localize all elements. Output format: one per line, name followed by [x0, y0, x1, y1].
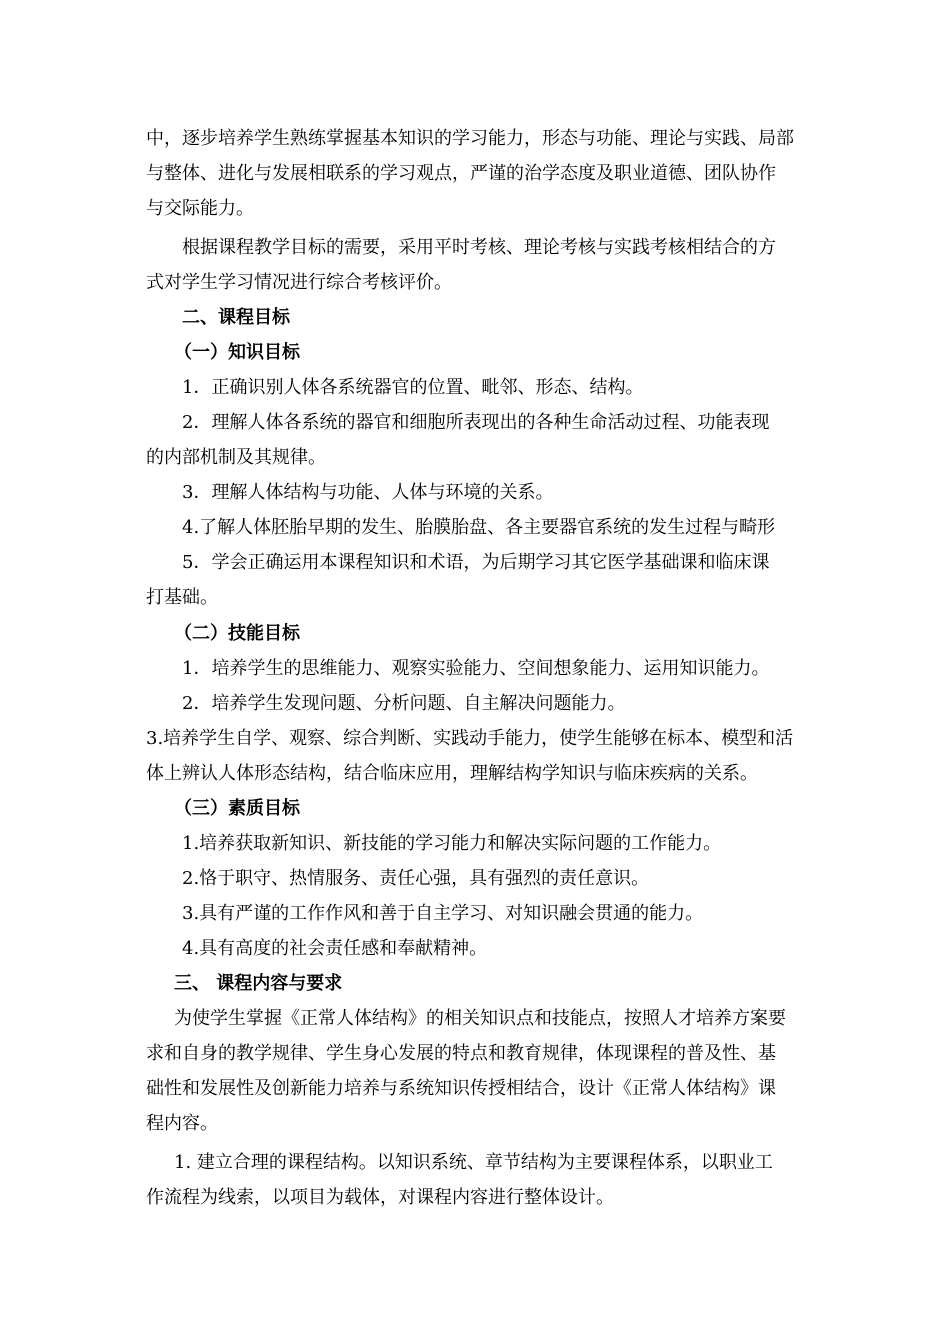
intro-line-3: 与交际能力。 [146, 198, 254, 219]
intro-line-1: 中，逐步培养学生熟练掌握基本知识的学习能力，形态与功能、理论与实践、局部 [146, 128, 794, 149]
skill-item-1: 1．培养学生的思维能力、观察实验能力、空间想象能力、运用知识能力。 [182, 658, 770, 679]
content-item-1-line-1: 1. 建立合理的课程结构。以知识系统、章节结构为主要课程体系，以职业工 [174, 1152, 773, 1173]
skill-item-2: 2．培养学生发现问题、分析问题、自主解决问题能力。 [182, 693, 626, 714]
quality-item-3: 3.具有严谨的工作作风和善于自主学习、对知识融会贯通的能力。 [182, 903, 704, 924]
content-para-line-4: 程内容。 [146, 1113, 218, 1134]
content-para-line-3: 础性和发展性及创新能力培养与系统知识传授相结合，设计《正常人体结构》课 [146, 1078, 776, 1099]
content-para-line-1: 为使学生掌握《正常人体结构》的相关知识点和技能点，按照人才培养方案要 [174, 1008, 786, 1029]
section-heading-course-objectives: 二、课程目标 [182, 307, 290, 328]
section-heading-course-content: 三、 课程内容与要求 [174, 973, 343, 994]
knowledge-item-2-line-2: 的内部机制及其规律。 [146, 447, 326, 468]
subheading-knowledge-objectives: （一）知识目标 [174, 342, 300, 363]
quality-item-4: 4.具有高度的社会责任感和奉献精神。 [182, 938, 488, 959]
assessment-line-2: 式对学生学习情况进行综合考核评价。 [146, 272, 452, 293]
content-para-line-2: 求和自身的教学规律、学生身心发展的特点和教育规律，体现课程的普及性、基 [146, 1043, 776, 1064]
quality-item-1: 1.培养获取新知识、新技能的学习能力和解决实际问题的工作能力。 [182, 833, 722, 854]
assessment-line-1: 根据课程教学目标的需要，采用平时考核、理论考核与实践考核相结合的方 [182, 237, 776, 258]
knowledge-item-4: 4.了解人体胚胎早期的发生、胎膜胎盘、各主要器官系统的发生过程与畸形 [182, 517, 776, 538]
knowledge-item-5-line-1: 5．学会正确运用本课程知识和术语，为后期学习其它医学基础课和临床课 [182, 552, 770, 573]
knowledge-item-1: 1．正确识别人体各系统器官的位置、毗邻、形态、结构。 [182, 377, 644, 398]
subheading-skill-objectives: （二）技能目标 [174, 623, 300, 644]
content-item-1-line-2: 作流程为线索，以项目为载体，对课程内容进行整体设计。 [146, 1187, 614, 1208]
skill-item-3-line-1: 3.培养学生自学、观察、综合判断、实践动手能力，使学生能够在标本、模型和活 [146, 728, 794, 749]
quality-item-2: 2.恪于职守、热情服务、责任心强，具有强烈的责任意识。 [182, 868, 650, 889]
intro-line-2: 与整体、进化与发展相联系的学习观点，严谨的治学态度及职业道德、团队协作 [146, 163, 776, 184]
skill-item-3-line-2: 体上辨认人体形态结构，结合临床应用，理解结构学知识与临床疾病的关系。 [146, 763, 758, 784]
knowledge-item-2-line-1: 2．理解人体各系统的器官和细胞所表现出的各种生命活动过程、功能表现 [182, 412, 770, 433]
subheading-quality-objectives: （三）素质目标 [174, 798, 300, 819]
knowledge-item-3: 3．理解人体结构与功能、人体与环境的关系。 [182, 482, 554, 503]
knowledge-item-5-line-2: 打基础。 [146, 587, 218, 608]
